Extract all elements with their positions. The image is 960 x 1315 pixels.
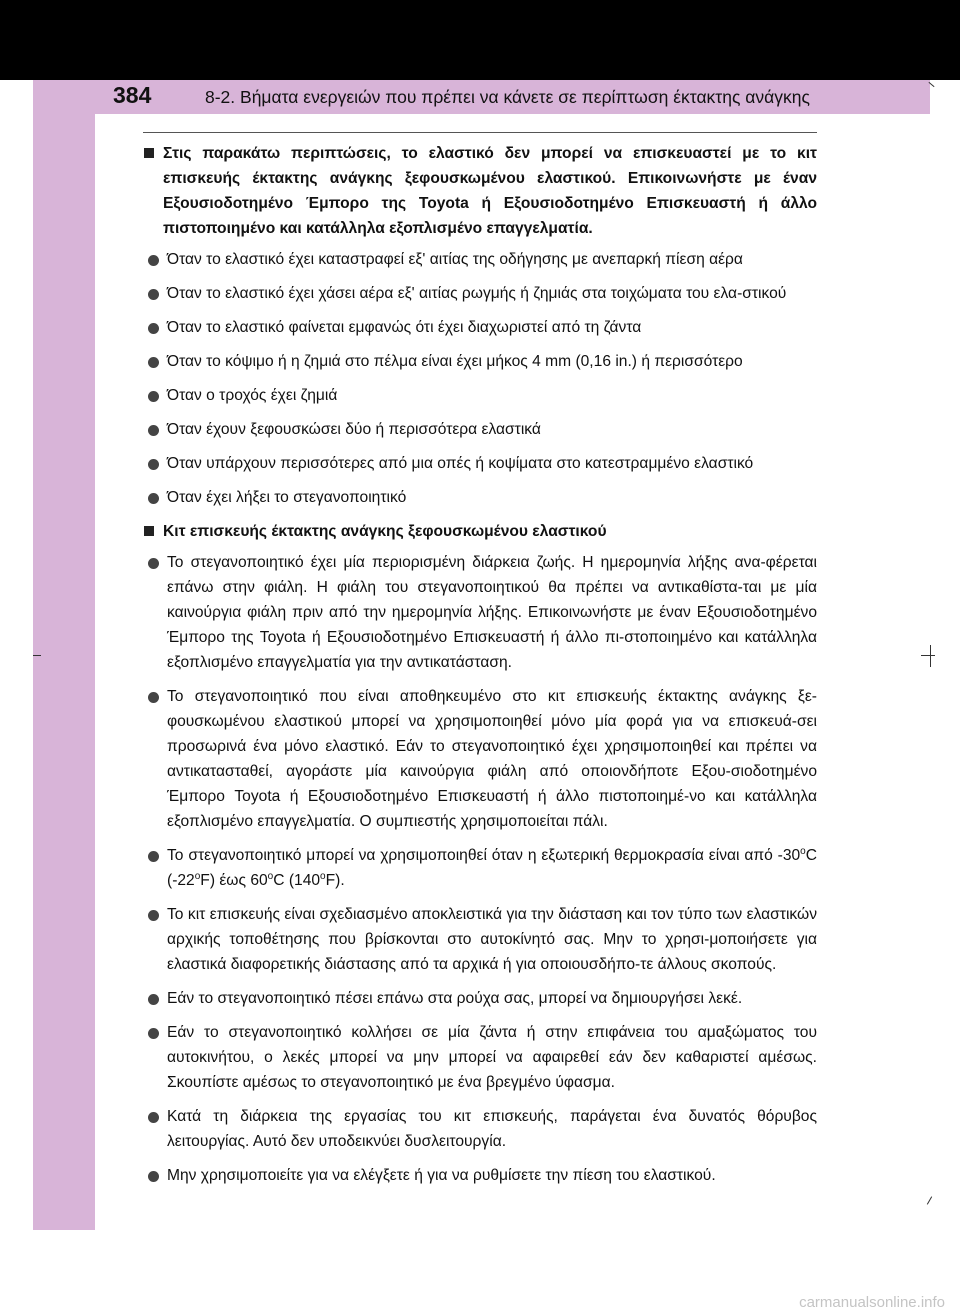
bullet-text-part: C (140: [273, 872, 321, 889]
bullet-text: Κατά τη διάρκεια της εργασίας του κιτ επισκευής, παράγεται ένα δυνατός θόρυβος λειτουργίας. Αυτό δεν υποδεικνύει δυσλειτουργία.: [167, 1108, 817, 1150]
degree-superscript: o: [267, 870, 274, 882]
bullet-text: Όταν το ελαστικό έχει καταστραφεί εξ' αιτίας της οδήγησης με ανεπαρκή πίεση αέρα: [167, 251, 743, 268]
top-black-bar: [0, 0, 960, 80]
watermark: carmanualsonline.info: [799, 1294, 945, 1311]
bullet-item: [143, 684, 817, 834]
round-bullet-icon: [148, 391, 159, 402]
bullet-text: Το στεγανοποιητικό που είναι αποθηκευμένο στο κιτ επισκευής έκτακτης ανάγκης ξε-φουσκωμένου ελαστικού μπορεί να χρησιμοποιηθεί μόνο μία φορά για να επισκευά-σει προσωρινά ένα μόνο ελαστικό. Εάν το στεγανοποιητικό έχει χρησιμοποιηθεί και πρέπει να αντικατασταθεί, αγοράστε μία καινούργια φιάλη από οποιονδήποτε Εξου-σιοδοτημένο Έμπορο Toyota ή Εξουσιοδοτημένο Επισκευαστή ή άλλο πιστοποιημέ-νο και κατάλληλα εξοπλισμένο επαγγελματία. Ο συμπιεστής χρησιμοποιείται πάλι.: [167, 688, 817, 830]
heading-item: [143, 519, 817, 544]
round-bullet-icon: [148, 910, 159, 921]
crop-mark-right-h: [921, 655, 935, 656]
bullet-item: [143, 247, 817, 272]
round-bullet-icon: [148, 851, 159, 862]
bullet-item: [143, 550, 817, 675]
bullet-text: Όταν έχουν ξεφουσκώσει δύο ή περισσότερα ελαστικά: [167, 421, 541, 438]
degree-superscript: o: [800, 845, 806, 857]
round-bullet-icon: [148, 289, 159, 300]
bullet-text: [167, 847, 817, 889]
round-bullet-icon: [148, 357, 159, 368]
page-number: 384: [113, 82, 152, 108]
degree-superscript: o: [194, 870, 201, 882]
heading-text: Στις παρακάτω περιπτώσεις, το ελαστικό δεν μπορεί να επισκευαστεί με το κιτ επισκευής έκτακτης ανάγκης ξεφουσκωμένου ελαστικού. Επικοινωνήστε με έναν Εξουσιοδοτημένο Έμπορο της Toyota ή Εξουσιοδοτημένο Επισκευαστή ή άλλο πιστοποιημένο και κατάλληλα εξοπλισμένο επαγγελματία.: [163, 145, 817, 237]
round-bullet-icon: [148, 692, 159, 703]
bullet-text-part: F) έως 60: [200, 872, 268, 889]
heading-text: Κιτ επισκευής έκτακτης ανάγκης ξεφουσκωμένου ελαστικού: [163, 523, 607, 540]
header-rule: [143, 132, 817, 133]
round-bullet-icon: [148, 493, 159, 504]
bullet-text: Όταν το κόψιμο ή η ζημιά στο πέλμα είναι έχει μήκος 4 mm (0,16 in.) ή περισσότερο: [167, 353, 743, 370]
content: [143, 141, 817, 1197]
bullet-item: [143, 1020, 817, 1095]
square-bullet-icon: [144, 148, 154, 158]
bullet-text: Εάν το στεγανοποιητικό πέσει επάνω στα ρούχα σας, μπορεί να δημιουργήσει λεκέ.: [167, 990, 743, 1007]
round-bullet-icon: [148, 994, 159, 1005]
bullet-item: [143, 986, 817, 1011]
bullet-item: [143, 451, 817, 476]
round-bullet-icon: [148, 558, 159, 569]
bullet-item: [143, 1163, 817, 1188]
bullet-text: Όταν υπάρχουν περισσότερες από μια οπές ή κοψίματα στο κατεστραμμένο ελαστικό: [167, 455, 754, 472]
bullet-text: Όταν ο τροχός έχει ζημιά: [167, 387, 338, 404]
bullet-item: [143, 1104, 817, 1154]
crop-mark-right-v: [930, 645, 931, 667]
round-bullet-icon: [148, 459, 159, 470]
bullet-text-part: Το στεγανοποιητικό μπορεί να χρησιμοποιηθεί όταν η εξωτερική θερμοκρασία είναι από -30: [167, 847, 801, 864]
square-bullet-icon: [144, 526, 154, 536]
round-bullet-icon: [148, 1112, 159, 1123]
bullet-item: [143, 281, 817, 306]
bullet-item: [143, 902, 817, 977]
bullet-item: [143, 315, 817, 340]
bullet-text: Όταν το ελαστικό έχει χάσει αέρα εξ' αιτίας ρωγμής ή ζημιάς στα τοιχώματα του ελα-στικού: [167, 285, 787, 302]
section-title: 8-2. Βήματα ενεργειών που πρέπει να κάνετε σε περίπτωση έκτακτης ανάγκης: [205, 87, 810, 107]
bullet-item: [143, 485, 817, 510]
round-bullet-icon: [148, 323, 159, 334]
bullet-text-part: F).: [325, 872, 345, 889]
side-color-strip: [33, 80, 95, 1230]
bullet-text: Το κιτ επισκευής είναι σχεδιασμένο αποκλειστικά για την διάσταση και τον τύπο των ελαστικών αρχικής τοποθέτησης που βρίσκονται στο αυτοκίνητό σας. Μην το χρησι-μοποιήσετε για ελαστικά διαφορετικής διάστασης από τα αρχικά ή για οποιουσδήπο-τε άλλους σκοπούς.: [167, 906, 817, 973]
degree-superscript: o: [320, 870, 326, 882]
heading-item: [143, 141, 817, 241]
bullet-text: Μην χρησιμοποιείτε για να ελέγξετε ή για να ρυθμίσετε την πίεση του ελαστικού.: [167, 1167, 716, 1184]
crop-mark-bottom-right: [927, 1196, 932, 1204]
round-bullet-icon: [148, 1028, 159, 1039]
bullet-text: Όταν έχει λήξει το στεγανοποιητικό: [167, 489, 407, 506]
bullet-text: Όταν το ελαστικό φαίνεται εμφανώς ότι έχει διαχωριστεί από τη ζάντα: [167, 319, 642, 336]
bullet-item: [143, 843, 817, 893]
round-bullet-icon: [148, 1171, 159, 1182]
round-bullet-icon: [148, 255, 159, 266]
round-bullet-icon: [148, 425, 159, 436]
crop-mark-left: [33, 655, 41, 656]
bullet-text-part: C (-22: [167, 847, 817, 889]
bullet-item: [143, 349, 817, 374]
bullet-text: Το στεγανοποιητικό έχει μία περιορισμένη διάρκεια ζωής. Η ημερομηνία λήξης ανα-φέρεται επάνω στην φιάλη. Η φιάλη του στεγανοποιητικού θα πρέπει να αντικαθίστα-ται με μία καινούργια φιάλη πριν από την ημερομηνία λήξης. Επικοινωνήστε με έναν Εξουσιοδοτημένο Έμπορο της Toyota ή Εξουσιοδοτημένο Επισκευαστή ή άλλο πι-στοποιημένο και κατάλληλα εξοπλισμένο επαγγελματία για την αντικατάσταση.: [167, 554, 817, 671]
bullet-item: [143, 383, 817, 408]
bullet-item: [143, 417, 817, 442]
bullet-text: Εάν το στεγανοποιητικό κολλήσει σε μία ζάντα ή στην επιφάνεια του αμαξώματος του αυτοκινήτου, ο λεκές μπορεί να μην μπορεί να αφαιρεθεί εάν δεν καθαριστεί αμέσως. Σκουπίστε αμέσως το στεγανοποιητικό με ένα βρεγμένο ύφασμα.: [167, 1024, 817, 1091]
